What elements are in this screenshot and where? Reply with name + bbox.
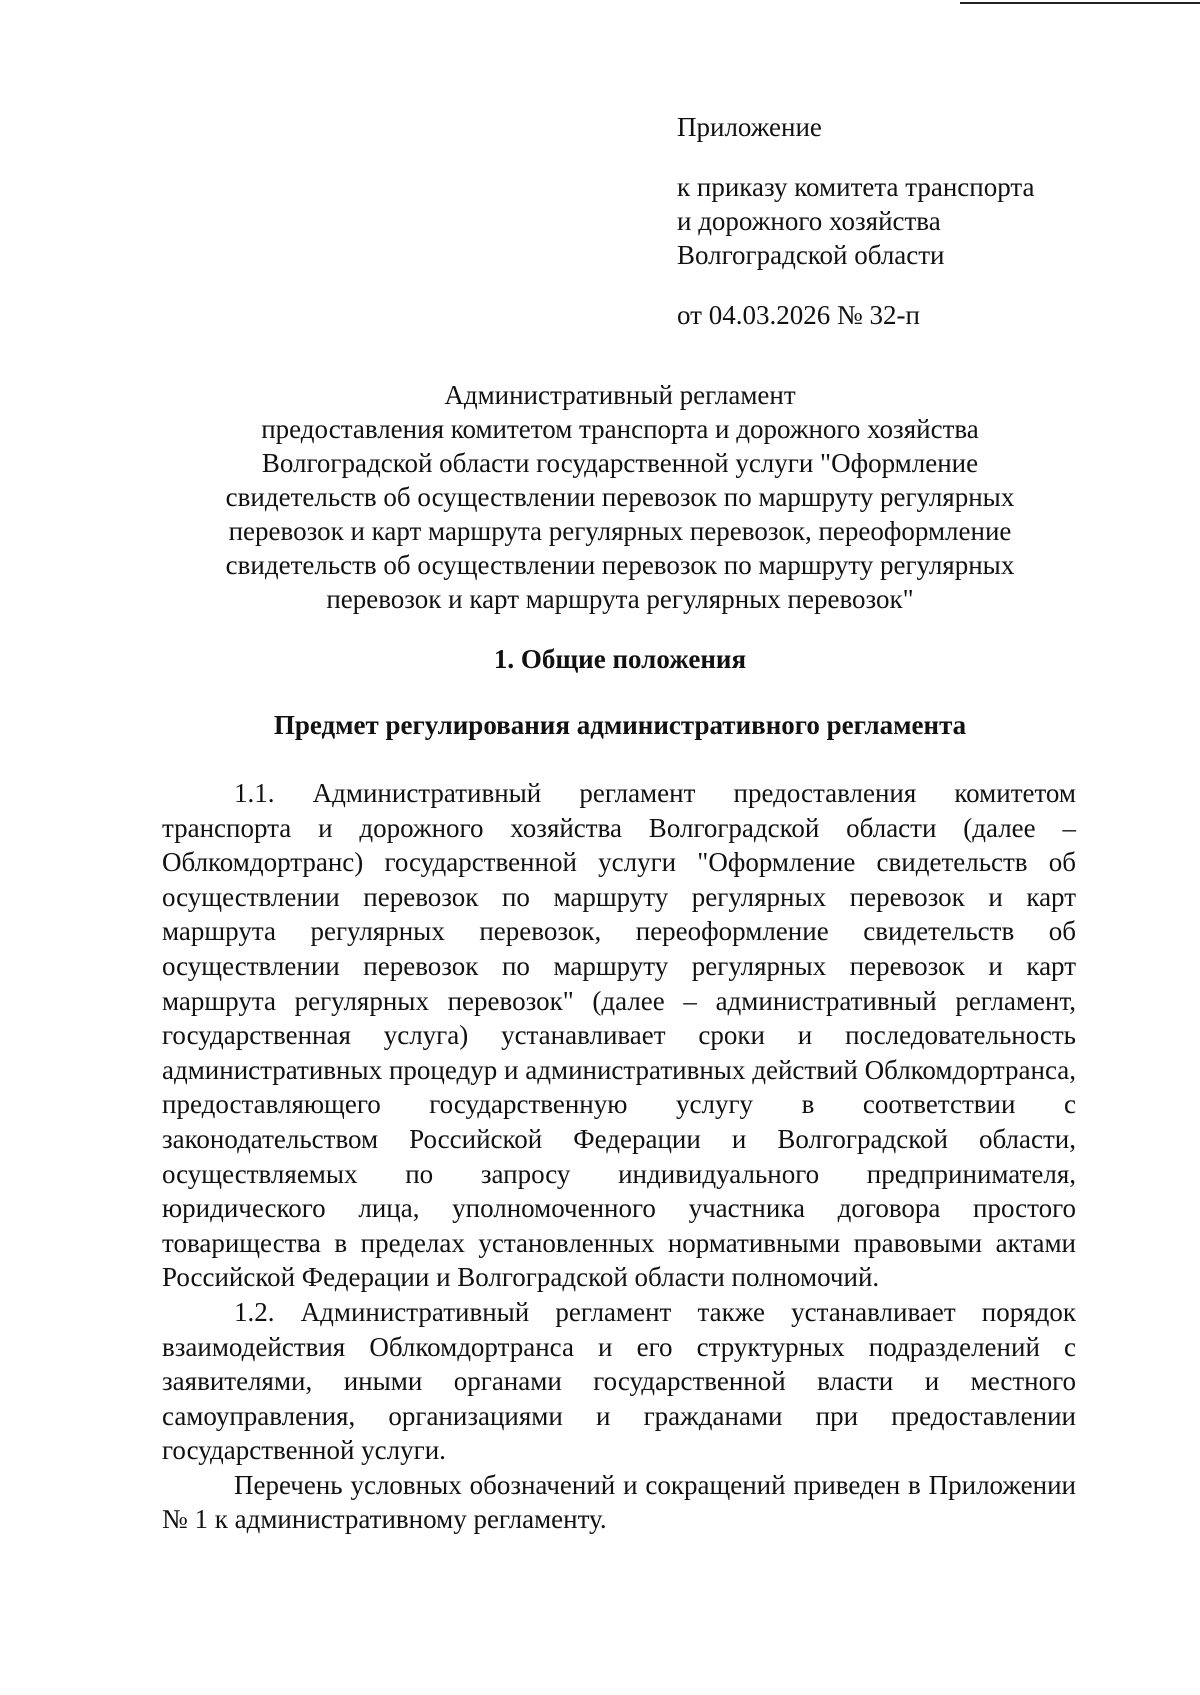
document-title-line: перевозок и карт маршрута регулярных перевозок, переоформление [228, 516, 1012, 546]
document-title-line: предоставления комитетом транспорта и дорожного хозяйства [261, 414, 979, 444]
document-title-line: свидетельств об осуществлении перевозок по маршруту регулярных [225, 482, 1015, 512]
scan-edge-line [960, 2, 1200, 4]
body-text [162, 776, 1076, 1537]
document-title-line: перевозок и карт маршрута регулярных перевозок" [326, 584, 914, 614]
appendix-order-line: к приказу комитета транспорта [677, 172, 1035, 202]
paragraph-abbreviations: Перечень условных обозначений и сокращений приведен в Приложении № 1 к административному регламенту. [162, 1469, 1076, 1535]
appendix-title: Приложение [677, 112, 822, 142]
document-title-line: Административный регламент [444, 380, 796, 410]
appendix-block [677, 110, 1137, 332]
appendix-order-line: Волгоградской области [677, 240, 945, 270]
appendix-order-line: и дорожного хозяйства [677, 206, 941, 236]
paragraph-1-2: 1.2. Административный регламент также устанавливает порядок взаимодействия Облкомдортранса и его структурных подразделений с заявителями, иными органами государственной власти и местного самоуправления, организациями и гражданами при предоставлении государственной услуги. [162, 1296, 1076, 1466]
document-title-line: Волгоградской области государственной услуги "Оформление [261, 448, 979, 478]
document-title [160, 378, 1080, 616]
subsection-heading: Предмет регулирования административного регламента [273, 710, 967, 740]
appendix-order-reference: от 04.03.2026 № 32-п [677, 300, 920, 330]
section-heading: 1. Общие положения [493, 644, 747, 674]
document-title-line: свидетельств об осуществлении перевозок по маршруту регулярных [225, 550, 1015, 580]
appendix-order [677, 170, 1137, 272]
paragraph-1-1: 1.1. Административный регламент предоставления комитетом транспорта и дорожного хозяйства Волгоградской области (далее – Облкомдортранс) государственной услуги "Оформление свидетельств об осуществлении перевозок по маршруту регулярных перевозок и карт маршрута регулярных перевозок, переоформление свидетельств об осуществлении перевозок по маршруту регулярных перевозок и карт маршрута регулярных перевозок" (далее – административный регламент, государственная услуга) устанавливает сроки и последовательность административных процедур и административных действий Облкомдортранса, предоставляющего государственную услугу в соответствии с законодательством Российской Федерации и Волгоградской области, осуществляемых по запросу индивидуального предпринимателя, юридического лица, уполномоченного участника договора простого товарищества в пределах установленных нормативными правовыми актами Российской Федерации и Волгоградской области полномочий. [162, 778, 1076, 1293]
